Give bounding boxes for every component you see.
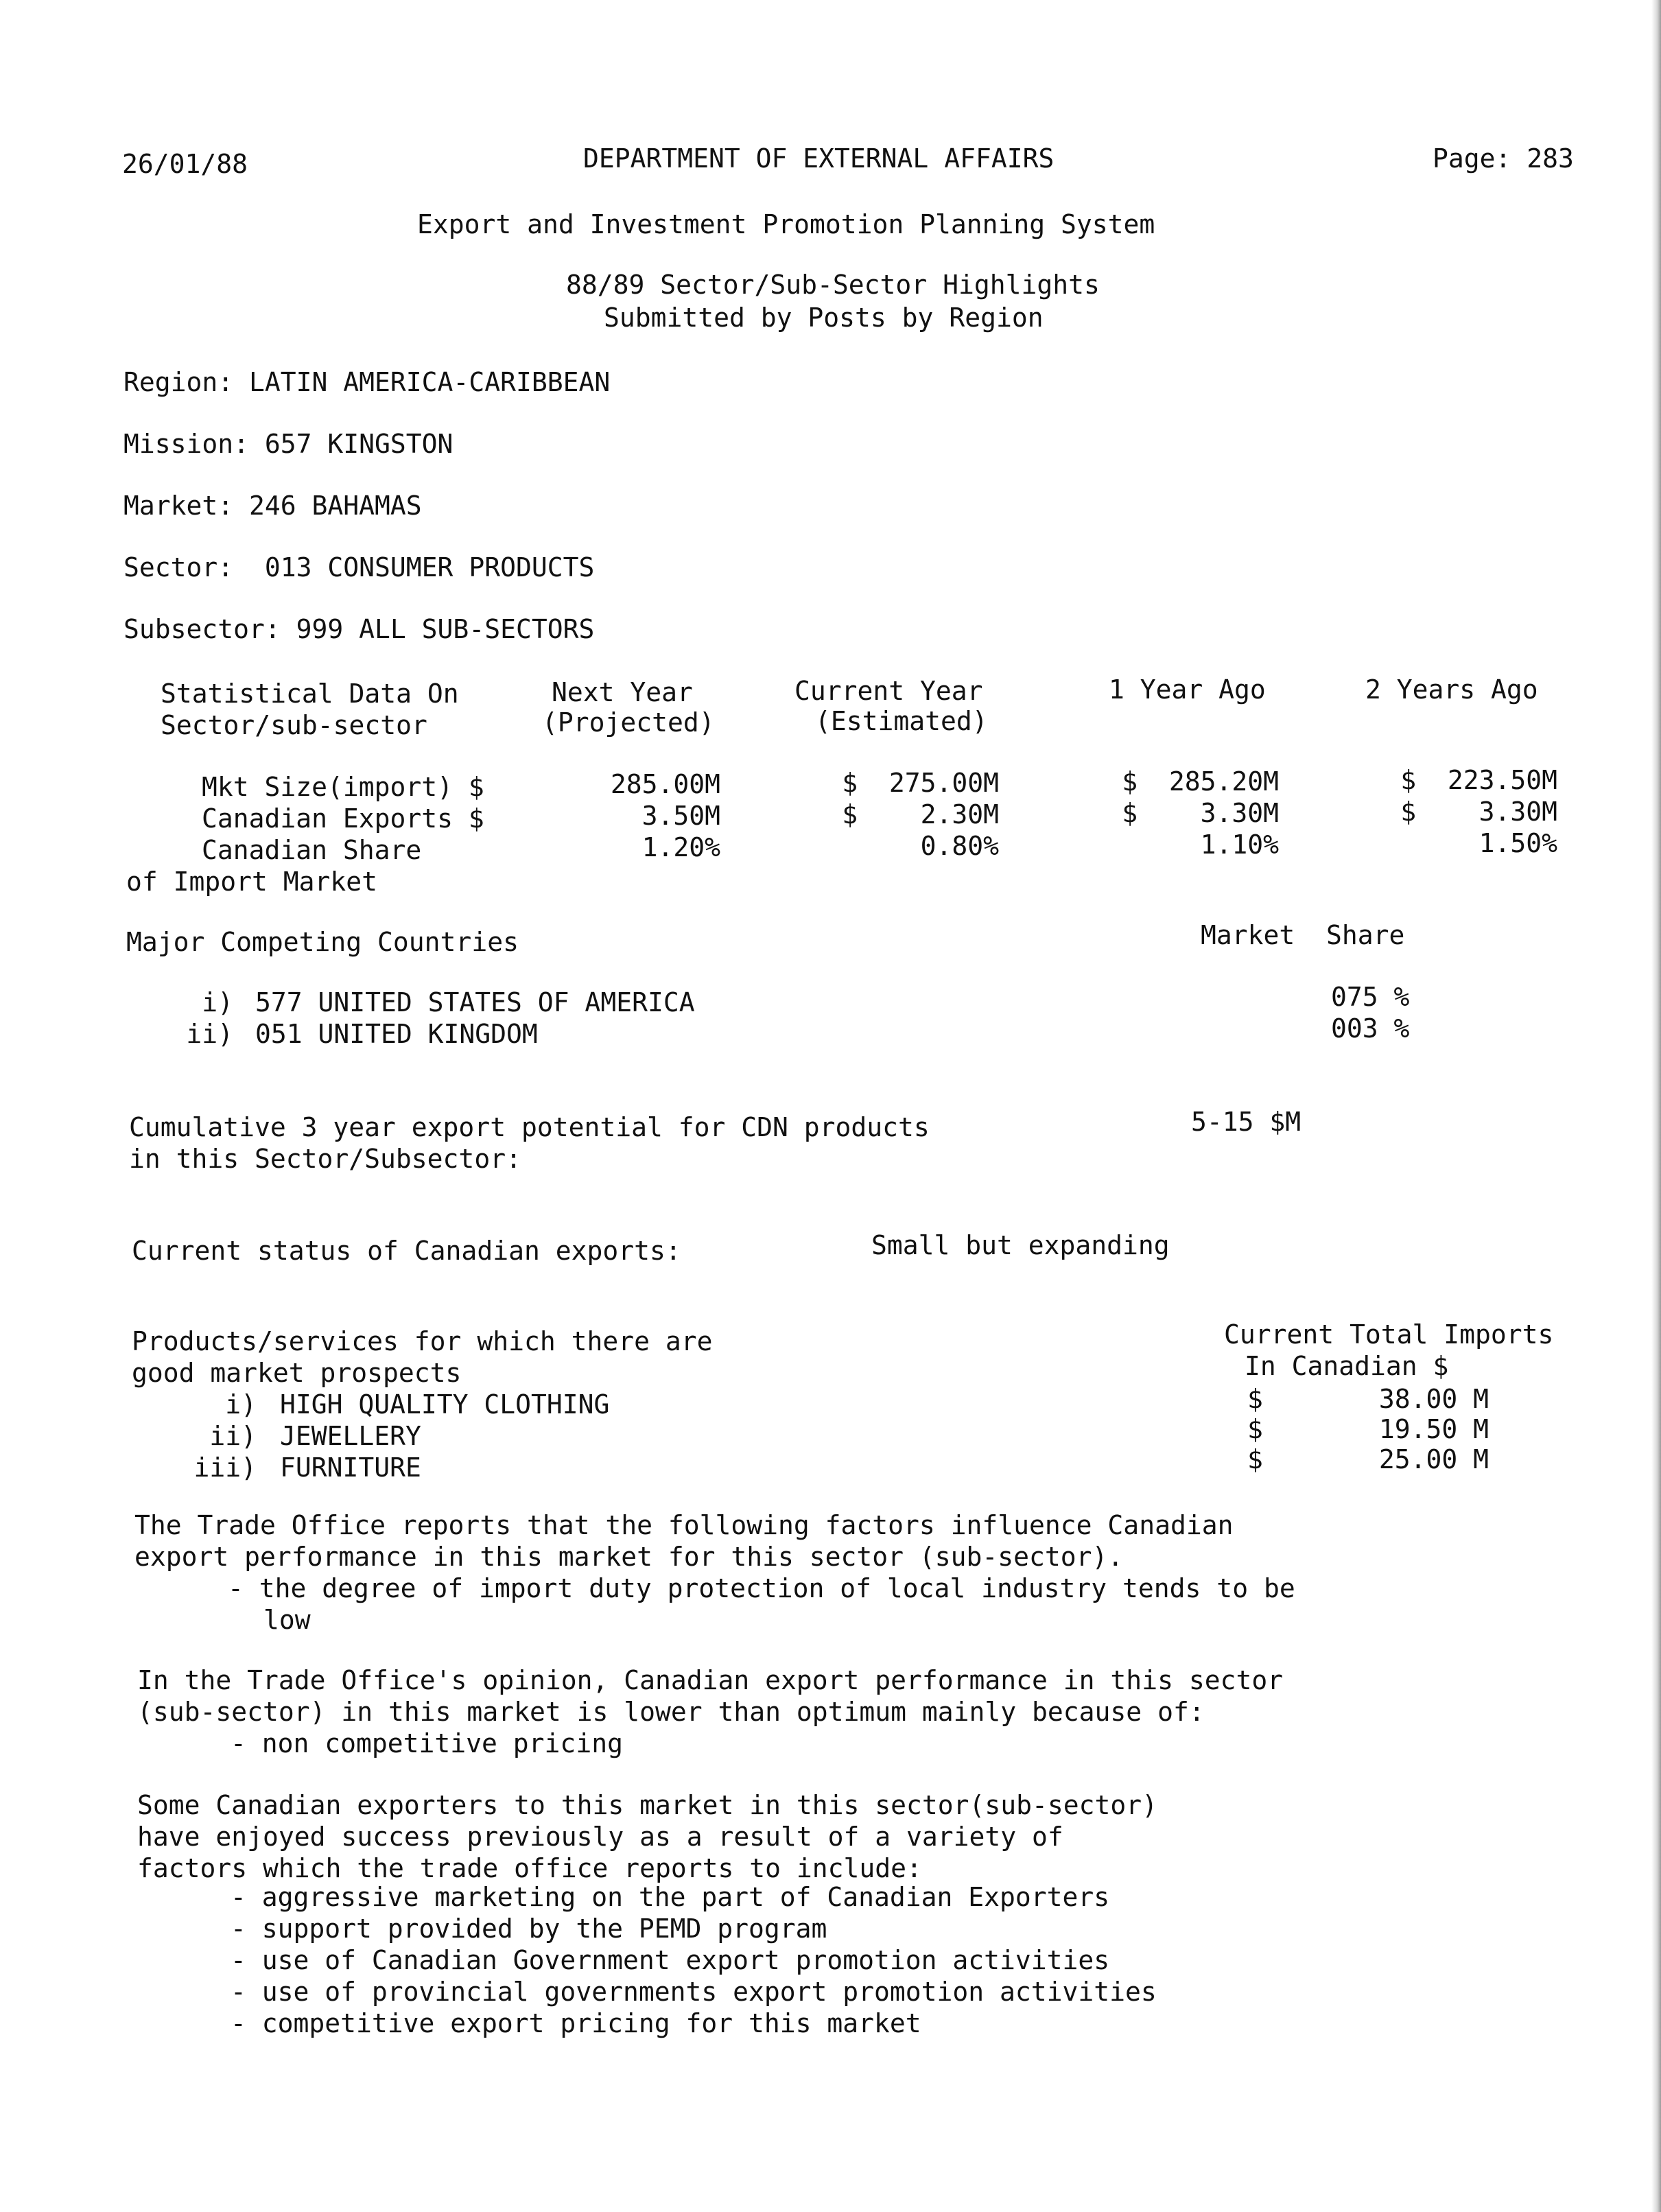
row-label-cdn-share-2: of Import Market — [126, 867, 378, 897]
stats-label-line1: Statistical Data On — [161, 679, 459, 709]
product-currency: $ — [1247, 1444, 1263, 1474]
mkt-size-next: 285.00M — [610, 769, 720, 799]
col-current-year: Current Year — [794, 676, 983, 706]
report-subtitle: Submitted by Posts by Region — [604, 303, 1044, 333]
success-line3: factors which the trade office reports to include: — [137, 1853, 922, 1883]
success-bullet: - aggressive marketing on the part of Canadian Exporters — [231, 1882, 1110, 1912]
cdn-share-2-years: 1.50% — [1479, 828, 1557, 858]
products-line1: Products/services for which there are — [132, 1326, 713, 1356]
imports-heading1: Current Total Imports — [1224, 1319, 1554, 1350]
market-field: Market: 246 BAHAMAS — [123, 491, 422, 521]
factors-bullet: - the degree of import duty protection of local industry tends to be — [228, 1573, 1295, 1603]
department-name: DEPARTMENT OF EXTERNAL AFFAIRS — [583, 143, 1055, 174]
cdn-exports-2-years: $ 3.30M — [1400, 797, 1557, 827]
product-name: HIGH QUALITY CLOTHING — [280, 1389, 610, 1420]
row-label-cdn-share: Canadian Share — [202, 835, 422, 865]
success-bullet: - competitive export pricing for this market — [231, 2008, 921, 2038]
page-number: Page: 283 — [1433, 143, 1574, 174]
cdn-exports-1-year: $ 3.30M — [1122, 798, 1279, 828]
cdn-share-next: 1.20% — [641, 832, 720, 862]
opinion-bullet: - non competitive pricing — [231, 1728, 623, 1758]
competitor-name: 577 UNITED STATES OF AMERICA — [255, 987, 695, 1017]
potential-line2: in this Sector/Subsector: — [129, 1144, 521, 1174]
competitors-heading: Major Competing Countries — [126, 927, 519, 957]
product-amount: 25.00 M — [1378, 1444, 1489, 1474]
imports-heading2: In Canadian $ — [1245, 1351, 1449, 1381]
status-label: Current status of Canadian exports: — [132, 1236, 681, 1266]
opinion-line1: In the Trade Office's opinion, Canadian export performance in this sector — [137, 1665, 1284, 1695]
success-bullet: - use of provincial governments export promotion activities — [231, 1977, 1157, 2007]
col-next-year: Next Year — [552, 677, 693, 707]
col-next-year-sub: (Projected) — [542, 707, 715, 738]
col-1-year-ago: 1 Year Ago — [1109, 674, 1266, 705]
stats-label-line2: Sector/sub-sector — [161, 710, 427, 740]
products-line2: good market prospects — [132, 1358, 462, 1388]
competitor-index: ii) — [186, 1019, 233, 1049]
region-field: Region: LATIN AMERICA-CARIBBEAN — [123, 367, 611, 397]
product-amount: 19.50 M — [1378, 1414, 1489, 1444]
factors-line1: The Trade Office reports that the following factors influence Canadian — [134, 1510, 1234, 1540]
status-value: Small but expanding — [871, 1230, 1170, 1260]
col-2-years-ago: 2 Years Ago — [1365, 674, 1538, 705]
mkt-size-2-years: $ 223.50M — [1400, 765, 1557, 795]
subsector-field: Subsector: 999 ALL SUB-SECTORS — [123, 614, 595, 644]
success-line1: Some Canadian exporters to this market in this sector(sub-sector) — [137, 1790, 1158, 1820]
system-title: Export and Investment Promotion Planning System — [417, 209, 1155, 239]
factors-line2: export performance in this market for this sector (sub-sector). — [134, 1542, 1124, 1572]
cdn-exports-current: $ 2.30M — [842, 799, 999, 830]
product-currency: $ — [1247, 1414, 1263, 1444]
opinion-line2: (sub-sector) in this market is lower than optimum mainly because of: — [137, 1697, 1205, 1727]
cdn-exports-next: 3.50M — [641, 801, 720, 831]
sector-field: Sector: 013 CONSUMER PRODUCTS — [123, 552, 595, 583]
mkt-size-1-year: $ 285.20M — [1122, 766, 1279, 797]
report-title: 88/89 Sector/Sub-Sector Highlights — [566, 270, 1100, 300]
competitor-name: 051 UNITED KINGDOM — [255, 1019, 538, 1049]
product-index: ii) — [209, 1421, 257, 1451]
product-name: JEWELLERY — [280, 1421, 421, 1451]
row-label-mkt-size: Mkt Size(import) $ — [202, 772, 484, 802]
success-bullet: - use of Canadian Government export promotion activities — [231, 1945, 1110, 1975]
row-label-cdn-exports: Canadian Exports $ — [202, 803, 484, 834]
competitor-index: i) — [202, 987, 233, 1017]
cdn-share-1-year: 1.10% — [1200, 830, 1279, 860]
success-line2: have enjoyed success previously as a result of a variety of — [137, 1822, 1063, 1852]
cdn-share-current: 0.80% — [920, 831, 999, 861]
product-index: i) — [225, 1389, 257, 1420]
mkt-size-current: $ 275.00M — [842, 768, 999, 798]
competitor-share: 075 % — [1331, 982, 1410, 1012]
success-bullet: - support provided by the PEMD program — [231, 1914, 827, 1944]
col-current-year-sub: (Estimated) — [815, 706, 988, 736]
report-date: 26/01/88 — [122, 149, 248, 179]
scan-edge-shadow — [1651, 0, 1661, 2212]
market-share-heading: Market Share — [1201, 920, 1405, 950]
product-currency: $ — [1247, 1384, 1263, 1414]
potential-line1: Cumulative 3 year export potential for CDN products — [129, 1112, 930, 1142]
product-amount: 38.00 M — [1378, 1384, 1489, 1414]
product-name: FURNITURE — [280, 1452, 421, 1483]
factors-bullet-cont: low — [263, 1605, 311, 1635]
competitor-share: 003 % — [1331, 1013, 1410, 1044]
mission-field: Mission: 657 KINGSTON — [123, 429, 453, 459]
product-index: iii) — [193, 1452, 257, 1483]
potential-value: 5-15 $M — [1191, 1107, 1301, 1137]
